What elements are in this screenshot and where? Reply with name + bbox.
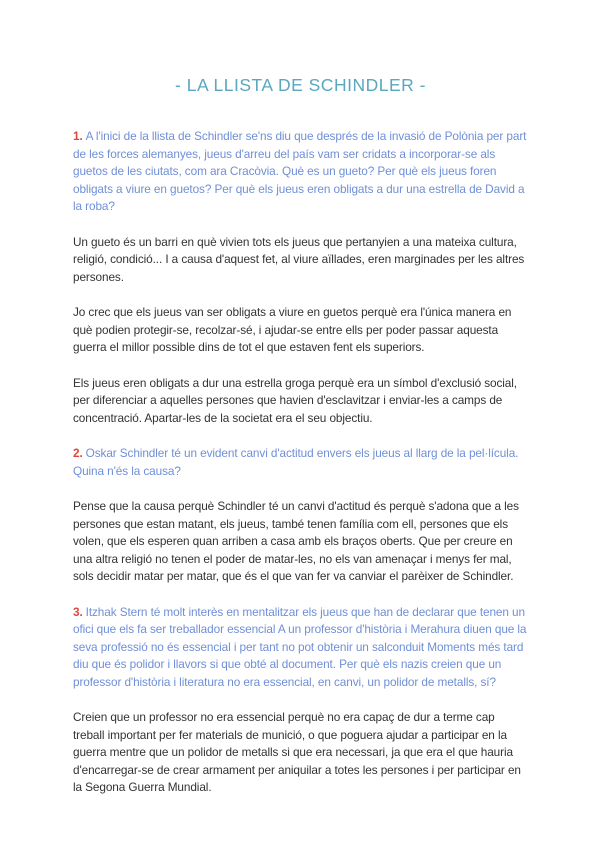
- question-3: [73, 604, 528, 692]
- question-2: [73, 445, 528, 480]
- answer-paragraph: Jo crec que els jueus van ser obligats a viure en guetos perquè era l'única manera en què podien protegir-se, recolzar-sé, i ajudar-se entre ells per poder passar aquesta guerra el millor possible dins de tot el que estaven fent els superiors.: [73, 305, 512, 354]
- question-text: Itzhak Stern té molt interès en mentalitzar els jueus que han de declarar que tenen un ofici que els fa ser treballador essencial A un professor d'història i Merahura diuen que la seva professió no és essencial i per tant no pot obtenir un salconduit Moments més tard diu que és polidor i llavors si que obté al document. Per què els nazis creien que un professor d'història i literatura no era essencial, en canvi, un polidor de metalls, sí?: [73, 604, 527, 689]
- question-section-1: [73, 128, 528, 427]
- question-number: 1.: [73, 129, 83, 143]
- question-number: 3.: [73, 604, 83, 619]
- answer-paragraph: Creien que un professor no era essencial perquè no era capaç de dur a terme cap treball important per fer materials de munició, o que poguera ajudar a participar en la guerra mentre que un polidor de metalls si que era necessari, ja que era el que hauria d'encarregar-se de crear armament per aniquilar a totes les persones i per participar en la Segona Guerra Mundial.: [73, 710, 521, 794]
- question-number: 2.: [73, 446, 83, 460]
- answer-paragraph: Un gueto és un barri en què vivien tots els jueus que pertanyien a una mateixa cultura, religió, condició... I a causa d'aquest fet, al viure aïllades, eren marginades per les altres persones.: [73, 234, 525, 284]
- question-1: [73, 128, 528, 216]
- question-section-3: [73, 604, 528, 797]
- question-text: A l'inici de la llista de Schindler se'ns diu que després de la invasió de Polònia per part de les forces alemanyes, jueus d'arreu del país vam ser cridats a incorporar-se als guetos de les ciutats, com ara Cracòvia. Què es un gueto? Per què els jueus foren obligats a viure en guetos? Per què els jueus eren obligats a dur una estrella de David a la roba?: [73, 129, 527, 213]
- question-text: Oskar Schindler té un evident canvi d'actitud envers els jueus al llarg de la pel·lícula. Quina n'és la causa?: [73, 446, 519, 478]
- answer-paragraph: Pense que la causa perquè Schindler té un canvi d'actitud és perquè s'adona que a les persones que estan matant, els jueus, també tenen família com ell, persones que els volen, que els esperen quan arriben a casa amb els braços oberts. Que per creure en una altra religió no tenen el poder de matar-les, no els van amenaçar i menys fer mal, sols decidir matar per matar, que és el que van fer va canviar el parèixer de Schindler.: [73, 499, 519, 583]
- answer-paragraph: Els jueus eren obligats a dur una estrella groga perquè era un símbol d'exclusió social, per diferenciar a aquelles persones que havien d'esclavitzar i enviar-les a camps de concentració. Apartar-les de la societat era el seu objectiu.: [73, 375, 517, 425]
- question-section-2: [73, 445, 528, 586]
- document-title: - LA LLISTA DE SCHINDLER -: [175, 75, 426, 95]
